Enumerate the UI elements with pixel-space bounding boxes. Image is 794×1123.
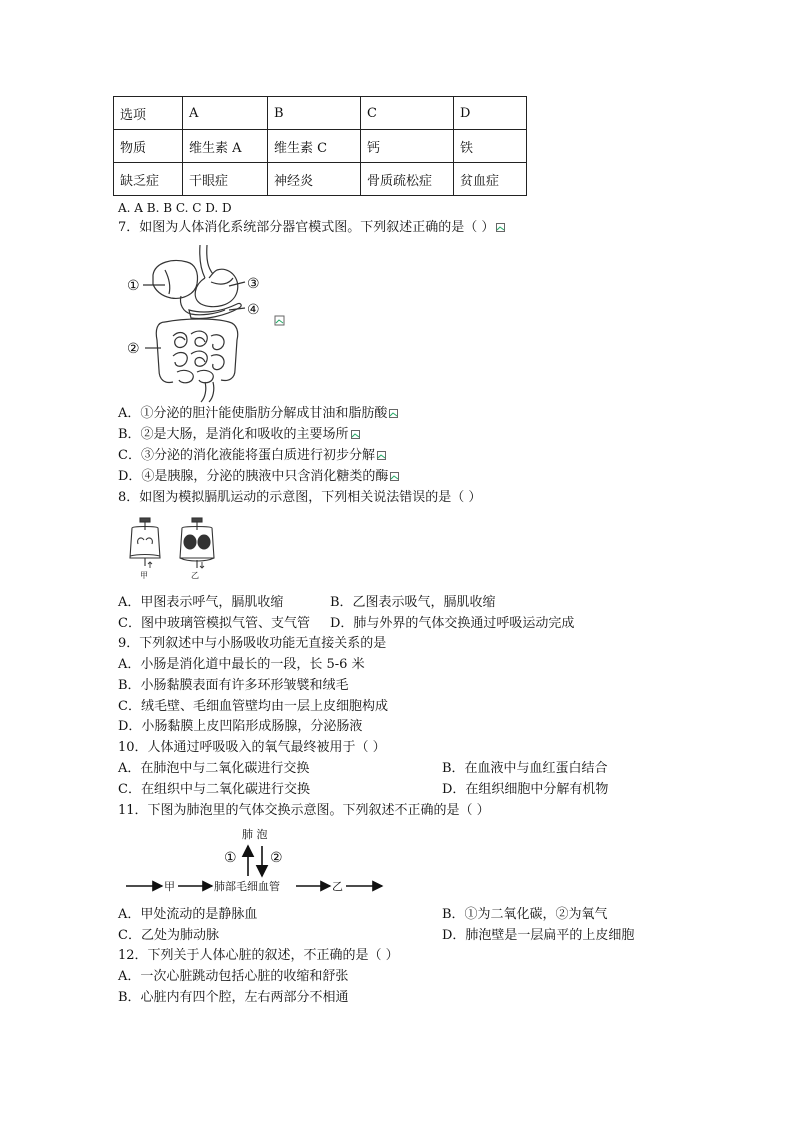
capillary-label: 肺部毛细血管 xyxy=(214,880,280,893)
q7-option-a xyxy=(118,405,398,423)
q12-stem: 12．下列关于人体心脏的叙述，不正确的是（ ） xyxy=(118,948,399,963)
alveolus-label: 肺 泡 xyxy=(242,828,268,841)
q7-option-d xyxy=(118,468,399,486)
option-text: C．③分泌的消化液能将蛋白质进行初步分解 xyxy=(118,448,375,463)
q11-option-c: C．乙处为肺动脉 xyxy=(118,928,219,943)
table-cell: 维生素 C xyxy=(268,130,361,163)
q10-option-d: D．在组织细胞中分解有机物 xyxy=(442,782,609,797)
q9-option-b: B．小肠黏膜表面有许多环形皱襞和绒毛 xyxy=(118,678,349,693)
label-3: ③ xyxy=(247,276,260,292)
fig-label-jia: 甲 xyxy=(140,571,148,580)
option-text: D．④是胰腺，分泌的胰液中只含消化糖类的酶 xyxy=(118,469,389,484)
table-cell: 缺乏症 xyxy=(114,163,183,196)
q10-option-c: C．在组织中与二氧化碳进行交换 xyxy=(118,782,310,797)
q8-stem: 8．如图为模拟膈肌运动的示意图，下列相关说法错误的是（ ） xyxy=(118,490,482,505)
digestive-system-figure xyxy=(125,240,295,405)
table-cell: C xyxy=(361,97,454,130)
image-mark-icon xyxy=(275,316,284,325)
table-cell: 神经炎 xyxy=(268,163,361,196)
num-1: ① xyxy=(224,850,237,866)
fig-label-yi: 乙 xyxy=(191,571,199,580)
table-cell: A xyxy=(183,97,268,130)
q7-stem-text: 7．如图为人体消化系统部分器官模式图。下列叙述正确的是（ ） xyxy=(118,220,495,235)
table-cell: 维生素 A xyxy=(183,130,268,163)
table-row xyxy=(114,97,527,130)
table-row xyxy=(114,163,527,196)
q8-option-c: C．图中玻璃管模拟气管、支气管 xyxy=(118,616,310,631)
table-cell: 贫血症 xyxy=(454,163,527,196)
table-cell: 干眼症 xyxy=(183,163,268,196)
gas-exchange-diagram xyxy=(124,826,394,898)
q11-option-d: D．肺泡壁是一层扁平的上皮细胞 xyxy=(442,928,635,943)
option-text: A．①分泌的胆汁能使脂肪分解成甘油和脂肪酸 xyxy=(118,406,388,421)
q11-option-b: B．①为二氧化碳，②为氧气 xyxy=(442,907,608,922)
table-cell: D xyxy=(454,97,527,130)
q8-option-b: B．乙图表示吸气，膈肌收缩 xyxy=(330,595,496,610)
q7-option-c xyxy=(118,447,386,465)
q9-option-a: A．小肠是消化道中最长的一段，长 5-6 米 xyxy=(118,657,365,672)
q12-option-a: A．一次心脏跳动包括心脏的收缩和舒张 xyxy=(118,969,349,984)
q10-option-a: A．在肺泡中与二氧化碳进行交换 xyxy=(118,761,310,776)
table-cell: B xyxy=(268,97,361,130)
image-mark-icon xyxy=(351,430,360,439)
label-1: ① xyxy=(127,278,140,294)
q7-stem xyxy=(118,219,505,237)
yi-label: 乙 xyxy=(332,880,343,893)
q7-option-b xyxy=(118,426,360,444)
table-cell: 钙 xyxy=(361,130,454,163)
q10-stem: 10．人体通过呼吸吸入的氧气最终被用于（ ） xyxy=(118,740,386,755)
num-2: ② xyxy=(270,850,283,866)
q9-option-d: D．小肠黏膜上皮凹陷形成肠腺，分泌肠液 xyxy=(118,719,363,734)
table-cell: 骨质疏松症 xyxy=(361,163,454,196)
label-4: ④ xyxy=(247,302,260,318)
q11-option-a: A．甲处流动的是静脉血 xyxy=(118,907,258,922)
q12-option-b: B．心脏内有四个腔，左右两部分不相通 xyxy=(118,990,349,1005)
q10-option-b: B．在血液中与血红蛋白结合 xyxy=(442,761,608,776)
label-2: ② xyxy=(127,341,140,357)
table-row xyxy=(114,130,527,163)
q11-stem: 11．下图为肺泡里的气体交换示意图。下列叙述不正确的是（ ） xyxy=(118,803,490,818)
q6-answer-options: A. A B. B C. C D. D xyxy=(118,201,232,215)
table-cell: 选项 xyxy=(114,97,183,130)
option-text: B．②是大肠，是消化和吸收的主要场所 xyxy=(118,427,349,442)
image-mark-icon xyxy=(496,223,505,232)
image-mark-icon xyxy=(377,451,386,460)
table-cell: 铁 xyxy=(454,130,527,163)
q8-option-a: A．甲图表示呼气，膈肌收缩 xyxy=(118,595,284,610)
image-mark-icon xyxy=(389,409,398,418)
q9-option-c: C．绒毛壁、毛细血管壁均由一层上皮细胞构成 xyxy=(118,699,388,714)
q9-stem: 9．下列叙述中与小肠吸收功能无直接关系的是 xyxy=(118,636,387,651)
jia-label: 甲 xyxy=(164,880,175,893)
image-mark-icon xyxy=(390,472,399,481)
diaphragm-model-figure xyxy=(124,516,224,582)
options-table xyxy=(113,96,527,196)
table-cell: 物质 xyxy=(114,130,183,163)
q8-option-d: D．肺与外界的气体交换通过呼吸运动完成 xyxy=(330,616,575,631)
